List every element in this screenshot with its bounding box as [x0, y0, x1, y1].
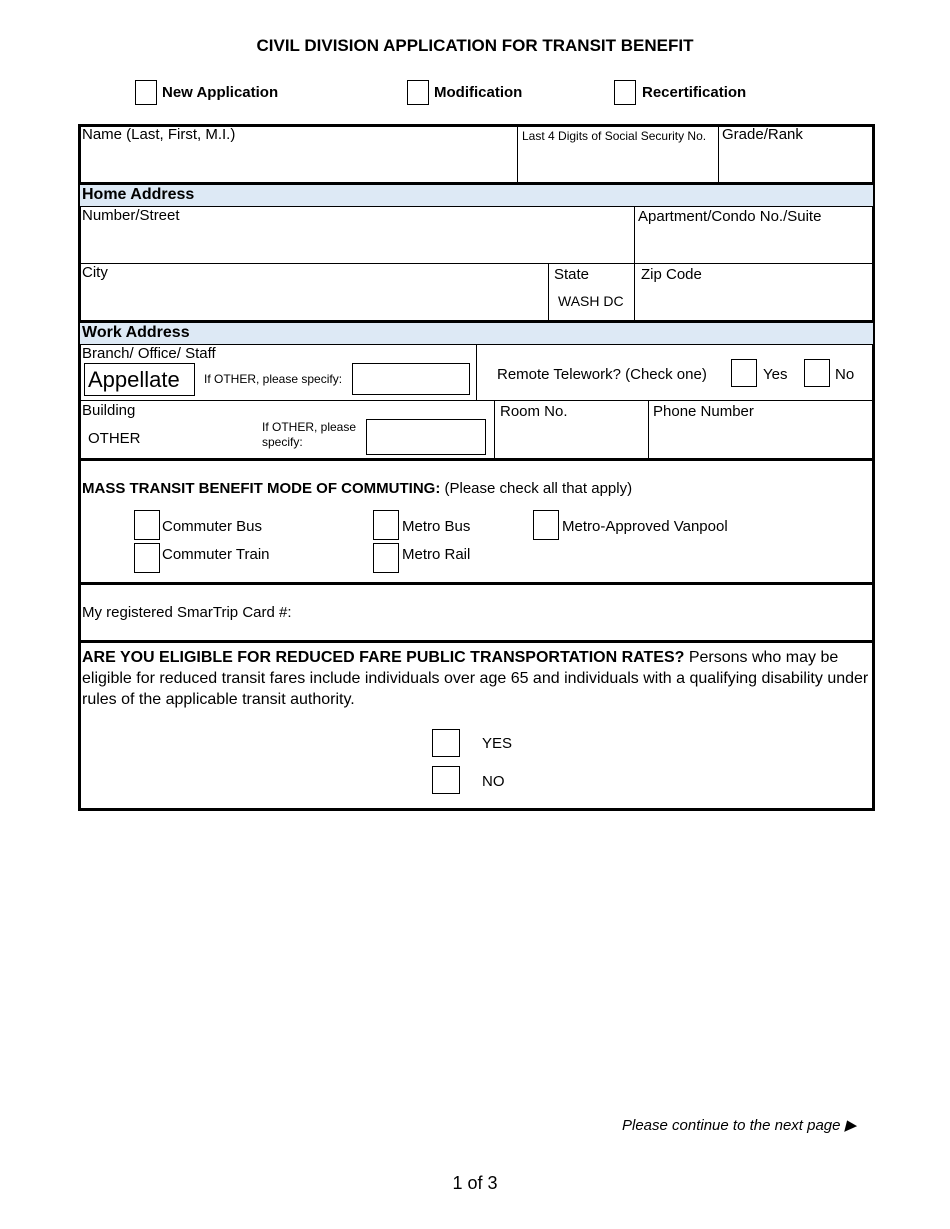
- street-label: Number/Street: [82, 207, 180, 224]
- recertification-label: Recertification: [642, 84, 747, 101]
- divider: [517, 126, 518, 184]
- building-value[interactable]: OTHER: [88, 430, 141, 447]
- vanpool-checkbox[interactable]: [533, 510, 559, 540]
- new-application-label: New Application: [162, 84, 279, 101]
- divider: [548, 264, 549, 320]
- divider: [80, 400, 873, 401]
- branch-other-label: If OTHER, please specify:: [204, 372, 343, 386]
- telework-no-label: No: [835, 366, 855, 383]
- room-label: Room No.: [500, 403, 568, 420]
- state-label: State: [554, 266, 590, 283]
- divider: [80, 640, 873, 643]
- reduced-yes-checkbox[interactable]: [432, 729, 460, 757]
- vanpool-label: Metro-Approved Vanpool: [562, 518, 728, 535]
- divider: [80, 206, 873, 207]
- name-label: Name (Last, First, M.I.): [82, 126, 236, 143]
- city-label: City: [82, 264, 108, 281]
- smartrip-label: My registered SmarTrip Card #:: [82, 604, 292, 621]
- metro-rail-checkbox[interactable]: [373, 543, 399, 573]
- reduced-no-label: NO: [482, 773, 505, 790]
- building-label: Building: [82, 402, 136, 419]
- branch-other-input[interactable]: [352, 363, 470, 395]
- ssn-label: Last 4 Digits of Social Security No.: [522, 129, 707, 143]
- metro-bus-checkbox[interactable]: [373, 510, 399, 540]
- reduced-fare-question-rest: Persons who may be eligible for reduced transit fares include individuals over age 65 and individuals with a qualifying disability under rules of the applicable transit authority.: [82, 649, 869, 708]
- commute-heading-bold: MASS TRANSIT BENEFIT MODE OF COMMUTING:: [82, 480, 441, 497]
- work-address-band: [80, 323, 873, 344]
- metro-rail-label: Metro Rail: [402, 546, 471, 563]
- state-value[interactable]: WASH DC: [558, 293, 624, 309]
- page-number: 1 of 3: [452, 1173, 498, 1193]
- divider: [80, 458, 873, 461]
- reduced-no-checkbox[interactable]: [432, 766, 460, 794]
- commuter-train-label: Commuter Train: [162, 546, 270, 563]
- divider: [494, 401, 495, 458]
- home-address-band: [80, 185, 873, 206]
- commuter-train-checkbox[interactable]: [134, 543, 160, 573]
- telework-yes-checkbox[interactable]: [731, 359, 757, 387]
- modification-label: Modification: [434, 84, 523, 101]
- branch-select[interactable]: Appellate: [84, 363, 195, 396]
- modification-checkbox[interactable]: [407, 80, 429, 105]
- branch-label: Branch/ Office/ Staff: [82, 345, 216, 362]
- reduced-yes-label: YES: [482, 735, 513, 752]
- form-title: CIVIL DIVISION APPLICATION FOR TRANSIT BENEFIT: [256, 36, 694, 55]
- reduced-fare-question: [82, 647, 872, 710]
- new-application-checkbox[interactable]: [135, 80, 157, 105]
- continue-note: Please continue to the next page ▶: [622, 1117, 857, 1134]
- divider: [476, 345, 477, 401]
- divider: [718, 126, 719, 184]
- work-address-header: Work Address: [82, 324, 190, 341]
- phone-label: Phone Number: [653, 403, 754, 420]
- zip-label: Zip Code: [641, 266, 702, 283]
- grade-label: Grade/Rank: [722, 126, 803, 143]
- recertification-checkbox[interactable]: [614, 80, 636, 105]
- telework-label: Remote Telework? (Check one): [497, 366, 707, 383]
- building-other-input[interactable]: [366, 419, 486, 455]
- divider: [648, 401, 649, 458]
- divider: [80, 582, 873, 585]
- reduced-fare-question-bold: ARE YOU ELIGIBLE FOR REDUCED FARE PUBLIC TRANSPORTATION RATES?: [82, 649, 685, 666]
- telework-no-checkbox[interactable]: [804, 359, 830, 387]
- commuter-bus-checkbox[interactable]: [134, 510, 160, 540]
- home-address-header: Home Address: [82, 186, 195, 203]
- commute-heading: [82, 480, 632, 497]
- metro-bus-label: Metro Bus: [402, 518, 471, 535]
- commuter-bus-label: Commuter Bus: [162, 518, 263, 535]
- telework-yes-label: Yes: [763, 366, 788, 383]
- commute-heading-rest: (Please check all that apply): [440, 480, 633, 497]
- apartment-label: Apartment/Condo No./Suite: [638, 208, 822, 225]
- divider: [80, 263, 873, 264]
- building-other-label: If OTHER, please specify:: [262, 420, 357, 449]
